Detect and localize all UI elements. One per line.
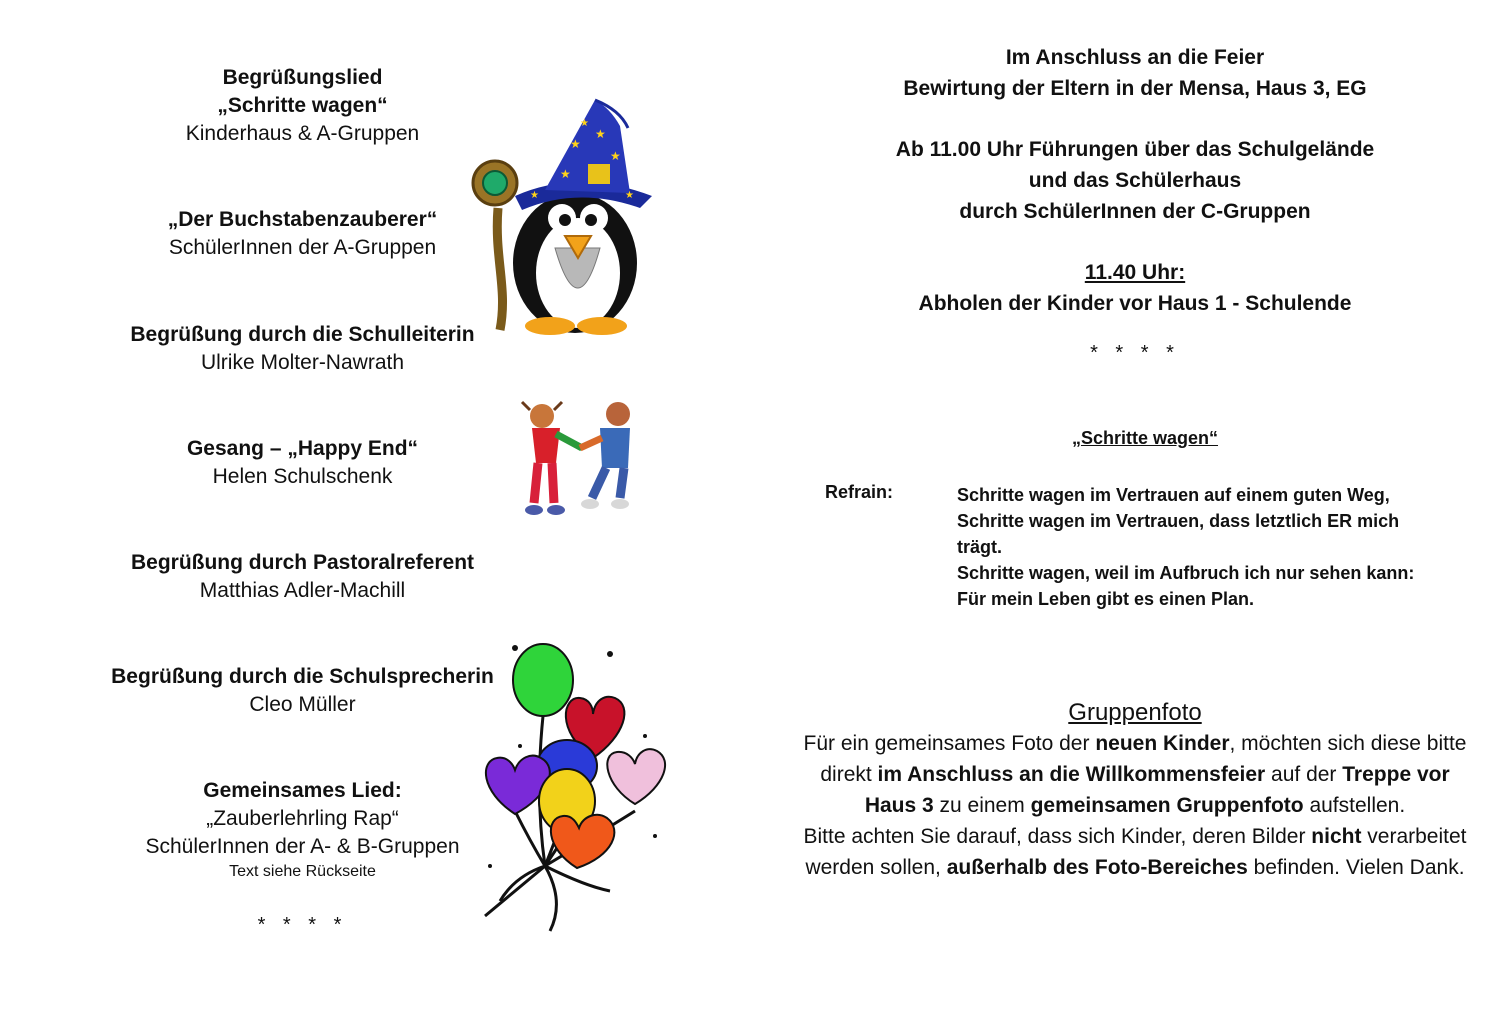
pickup-info bbox=[800, 257, 1470, 319]
program-title: Begrüßung durch Pastoralreferent bbox=[130, 551, 475, 574]
pickup-text: Abholen der Kinder vor Haus 1 - Schulende bbox=[918, 292, 1352, 315]
program-performer: Helen Schulschenk bbox=[212, 465, 393, 488]
program-performer: SchülerInnen der A- & B-Gruppen bbox=[145, 835, 460, 858]
program-title: Begrüßung durch die Schulleiterin bbox=[130, 323, 475, 346]
program-note: Text siehe Rückseite bbox=[229, 863, 376, 880]
pickup-time: 11.40 Uhr: bbox=[1084, 261, 1186, 284]
program-item-welcome-song bbox=[100, 64, 505, 148]
refrain-line: Schritte wagen, weil im Aufbruch ich nur sehen kann: bbox=[957, 563, 1415, 583]
program-song-name: „Zauberlehrling Rap“ bbox=[206, 807, 399, 830]
refrain-line: trägt. bbox=[957, 537, 1002, 557]
group-photo-paragraph-2: Bitte achten Sie darauf, dass sich Kinder, deren Bilder nicht verarbeitet werden sollen, außerhalb des Foto-Bereiches befinden. Vielen Dank. bbox=[803, 825, 1467, 879]
program-performer: SchülerInnen der A-Gruppen bbox=[168, 236, 437, 259]
program-item-common-song bbox=[100, 777, 505, 883]
left-stars-divider: * * * * bbox=[257, 914, 348, 936]
tour-line-3: durch SchülerInnen der C-Gruppen bbox=[959, 200, 1311, 223]
svg-text:★: ★ bbox=[560, 167, 571, 181]
after-line-2: Bewirtung der Eltern in der Mensa, Haus 3, EG bbox=[903, 77, 1367, 100]
program-performer: Cleo Müller bbox=[249, 693, 356, 716]
program-title: Gemeinsames Lied: bbox=[203, 779, 402, 802]
group-photo-paragraph-1: Für ein gemeinsames Foto der neuen Kinder, möchten sich diese bitte direkt im Anschluss an die Willkommensfeier auf der Treppe vor Haus 3 zu einem gemeinsamen Gruppenfoto aufstellen. bbox=[803, 732, 1467, 817]
group-photo-section bbox=[800, 698, 1470, 883]
program-item-gesang bbox=[100, 435, 505, 491]
group-photo-title: Gruppenfoto bbox=[1068, 699, 1202, 726]
refrain-line: Schritte wagen im Vertrauen auf einem guten Weg, bbox=[957, 485, 1390, 505]
tour-info bbox=[800, 134, 1470, 227]
program-performer: Matthias Adler-Machill bbox=[199, 579, 406, 602]
refrain-line: Schritte wagen im Vertrauen, dass letztlich ER mich bbox=[957, 511, 1400, 531]
program-performer: Kinderhaus & A-Gruppen bbox=[185, 122, 420, 145]
refrain-line: Für mein Leben gibt es einen Plan. bbox=[957, 589, 1255, 609]
song-title-section bbox=[810, 428, 1480, 449]
refrain-label: Refrain: bbox=[825, 482, 894, 502]
program-title: Begrüßungslied bbox=[222, 66, 383, 89]
right-stars-divider: * * * * bbox=[1090, 342, 1180, 364]
program-item-buchstabenzauberer bbox=[100, 206, 505, 262]
after-party-info bbox=[800, 42, 1470, 104]
program-item-principal bbox=[100, 321, 505, 377]
svg-text:★: ★ bbox=[530, 190, 539, 201]
program-item-schulsprecherin bbox=[100, 663, 505, 719]
penguin-wizard-icon bbox=[470, 98, 660, 338]
tour-line-2: und das Schülerhaus bbox=[1028, 169, 1242, 192]
program-performer: Ulrike Molter-Nawrath bbox=[200, 351, 405, 374]
program-item-pastoral bbox=[100, 549, 505, 605]
svg-text:★: ★ bbox=[595, 127, 606, 141]
after-line-1: Im Anschluss an die Feier bbox=[1005, 46, 1265, 69]
song-title: „Schritte wagen“ bbox=[1071, 428, 1219, 448]
tour-line-1: Ab 11.00 Uhr Führungen über das Schulgelände bbox=[895, 138, 1375, 161]
svg-text:★: ★ bbox=[580, 118, 589, 129]
svg-text:★: ★ bbox=[570, 137, 581, 151]
dancing-kids-icon bbox=[520, 398, 640, 523]
program-title: Begrüßung durch die Schulsprecherin bbox=[111, 665, 494, 688]
program-song-name: „Schritte wagen“ bbox=[217, 94, 388, 117]
balloons-icon bbox=[475, 636, 670, 936]
program-title: „Der Buchstabenzauberer“ bbox=[167, 208, 438, 231]
svg-text:★: ★ bbox=[625, 190, 634, 201]
refrain-text bbox=[957, 482, 1457, 612]
svg-text:★: ★ bbox=[610, 149, 621, 163]
program-title: Gesang – „Happy End“ bbox=[186, 437, 419, 460]
